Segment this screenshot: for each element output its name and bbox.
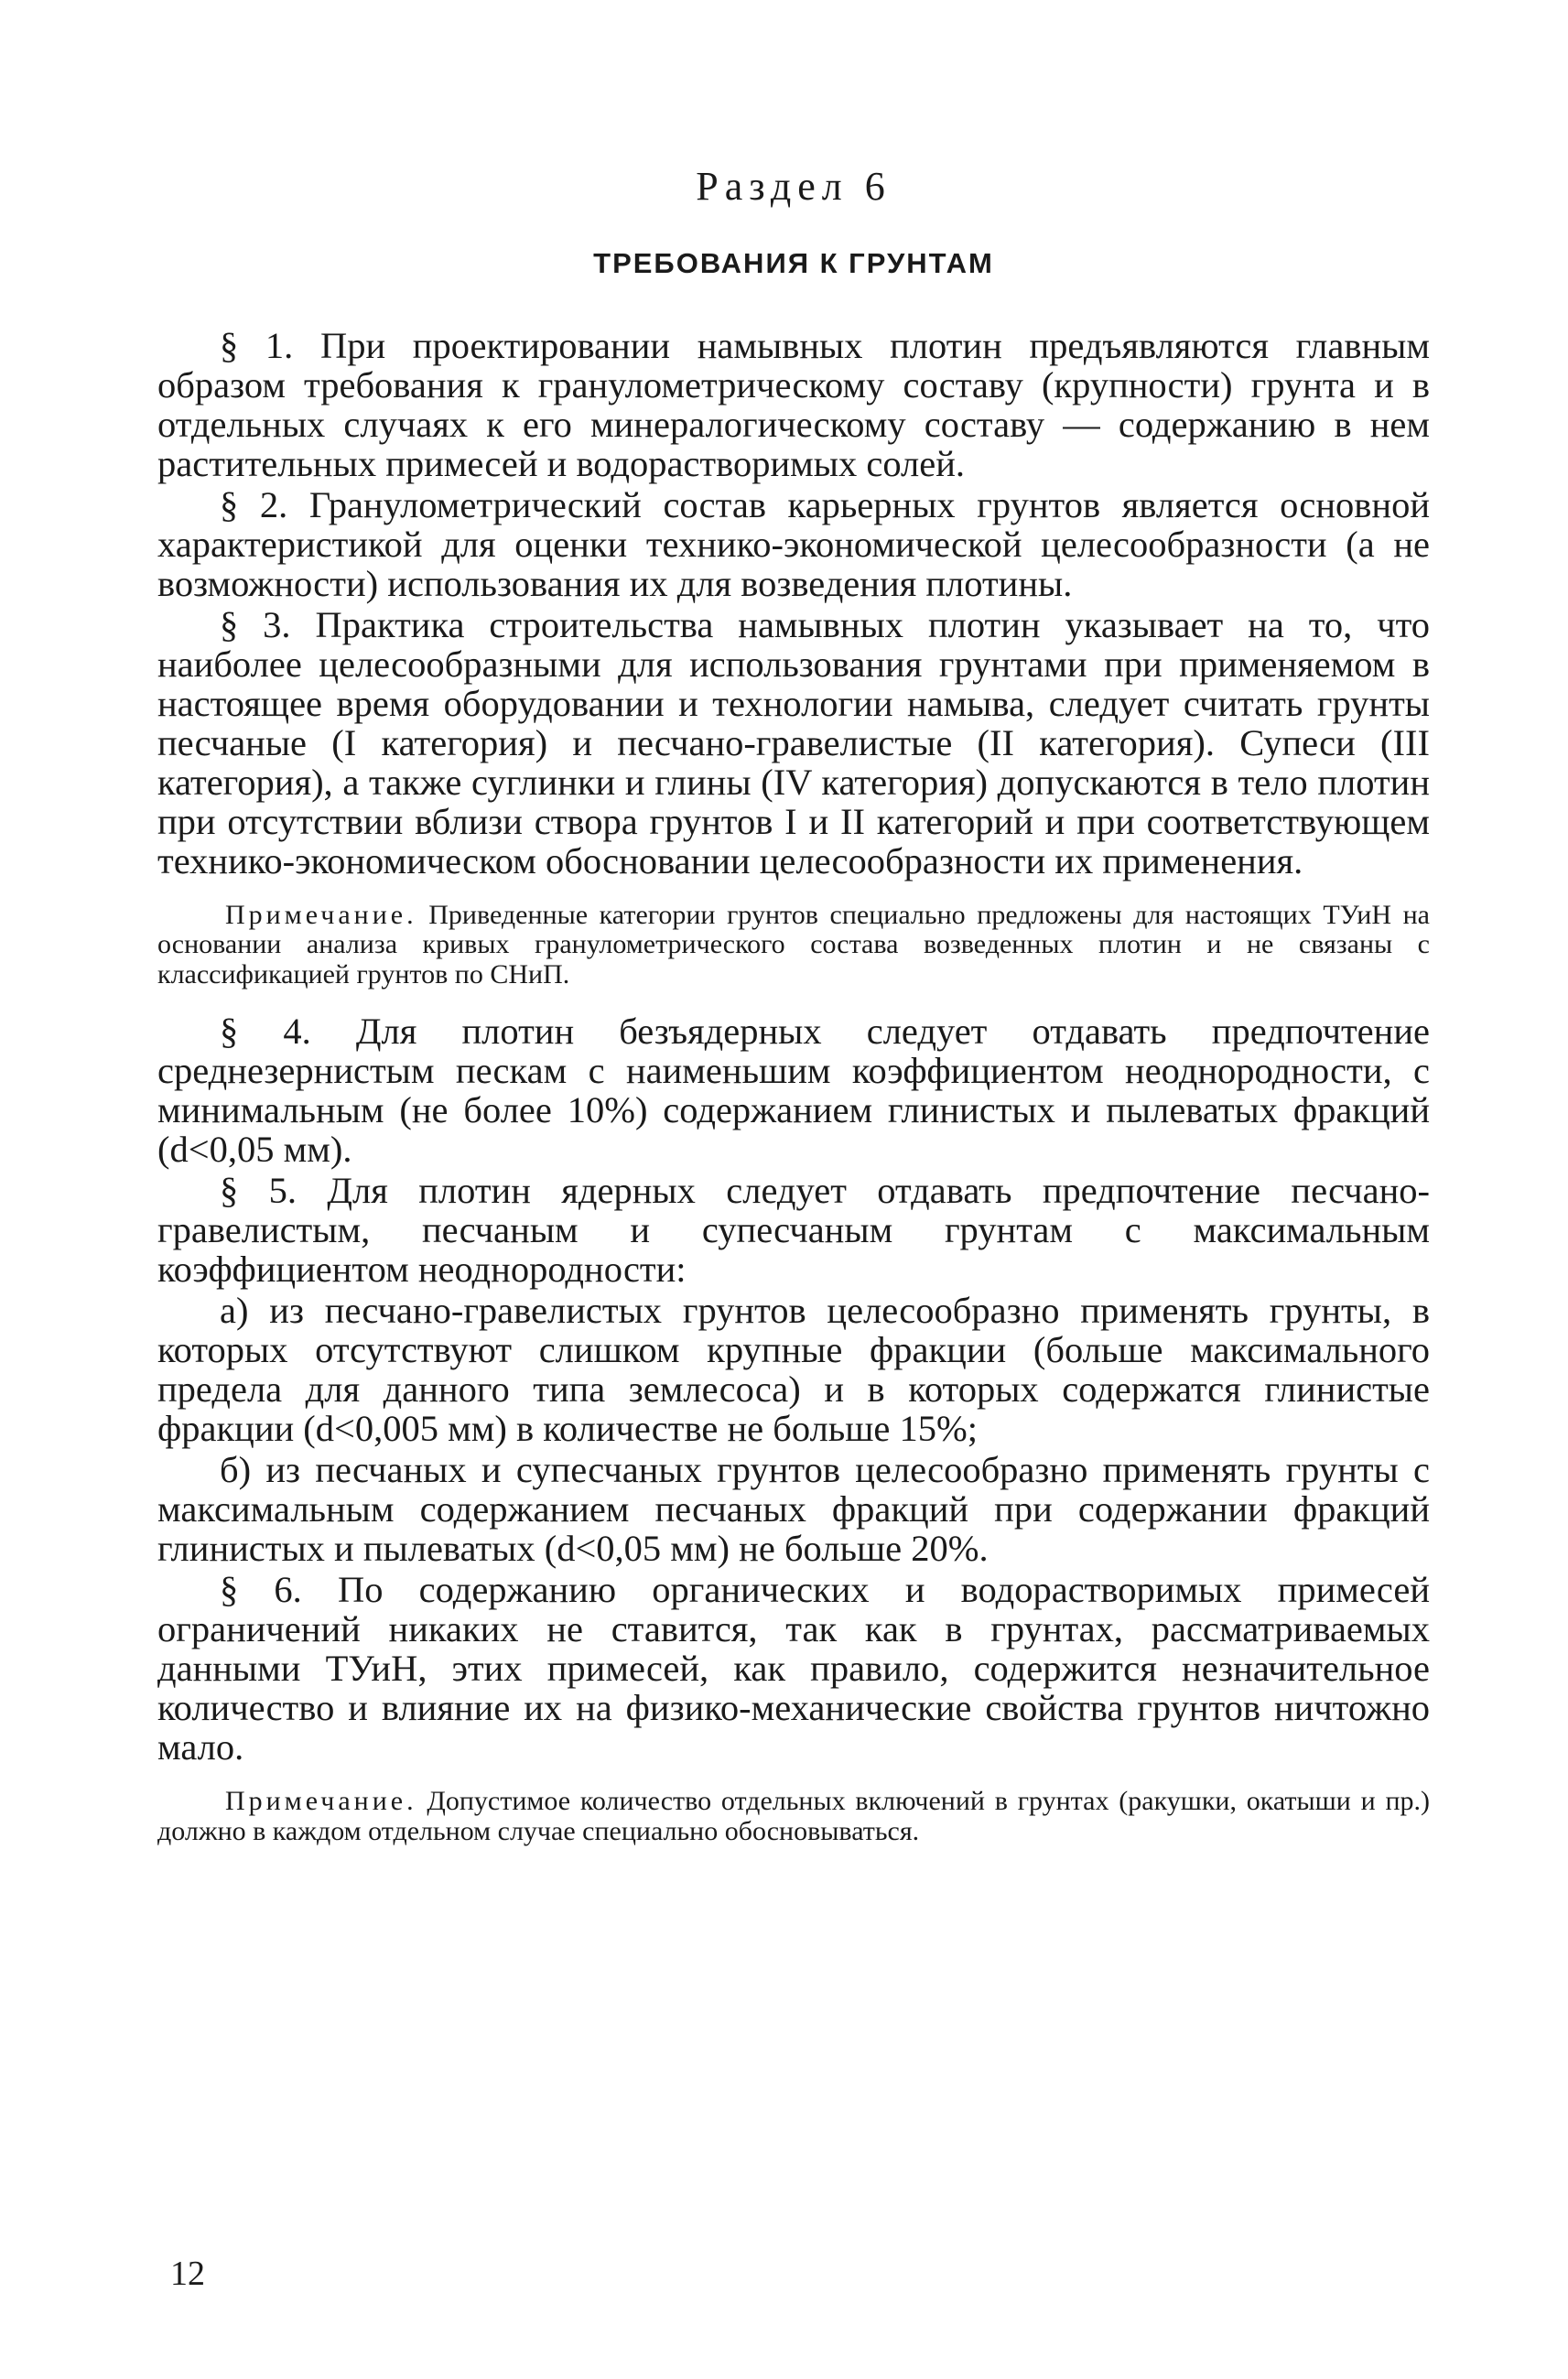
paragraph-5b: б) из песчаных и супесчаных грунтов целесообразно применять грунты с максимальным содержанием песчаных фракций при содержании фракций глинистых и пылеватых (d<0,05 мм) не больше 20%. [157,1449,1430,1570]
section-title: ТРЕБОВАНИЯ К ГРУНТАМ [593,246,994,279]
note-2-text: Допустимое количество отдельных включений в грунтах (ракушки, окатыши и пр.) должно в каждом отдельном случае специально обосновываться. [157,1786,1430,1846]
section-label: Раздел 6 [696,164,892,209]
note-1 [157,901,1430,990]
paragraph-3: § 3. Практика строительства намывных плотин указывает на то, что наиболее целесообразными для использования грунтами при применяемом в настоящее время оборудовании и технологии намыва, следует считать грунты песчаные (I категория) и песчано-гравелистые (II категория). Супеси (III категория), а также суглинки и глины (IV категория) допускаются в тело плотин при отсутствии вблизи створа грунтов I и II категорий и при соответствующем технико-экономическом обосновании целесообразности их применения. [157,603,1430,881]
note-1-heading: Примечание. [225,899,417,930]
paragraph-4: § 4. Для плотин безъядерных следует отдавать предпочтение среднезернистым пескам с наименьшим коэффициентом неоднородности, с минимальным (не более 10%) содержанием глинистых и пылеватых фракций (d<0,05 мм). [157,1011,1430,1171]
paragraph-5a: а) из песчано-гравелистых грунтов целесообразно применять грунты, в которых отсутствуют слишком крупные фракции (больше максимального предела для данного типа землесоса) и в которых содержатся глинистые фракции (d<0,005 мм) в количестве не больше 15%; [157,1290,1430,1450]
paragraph-2: § 2. Гранулометрический состав карьерных грунтов является основной характеристикой для оценки технико-экономической целесообразности (а не возможности) использования их для возведения плотины. [157,483,1430,604]
paragraph-1: § 1. При проектировании намывных плотин предъявляются главным образом требования к гранулометрическому составу (крупности) грунта и в отдельных случаях к его минералогическому составу — содержанию в нем растительных примесей и водорастворимых солей. [157,324,1430,484]
note-1-text: Приведенные категории грунтов специально предложены для настоящих ТУиН на основании анализа кривых гранулометрического состава возведенных плотин и не связаны с классификацией грунтов по СНиП. [157,899,1430,989]
paragraph-6: § 6. По содержанию органических и водорастворимых примесей ограничений никаких не ставится, так как в грунтах, рассматриваемых данными ТУиН, этих примесей, как правило, содержится незначительное количество и влияние их на физико-механические свойства грунтов ничтожно мало. [157,1569,1430,1768]
note-2-heading: Примечание. [225,1786,417,1817]
paragraph-5: § 5. Для плотин ядерных следует отдавать предпочтение песчано-гравелистым, песчаным и супесчаным грунтам с максимальным коэффициентом неоднородности: [157,1170,1430,1291]
document-page [157,163,1430,1868]
page-number: 12 [170,2255,205,2293]
note-2 [157,1787,1430,1846]
